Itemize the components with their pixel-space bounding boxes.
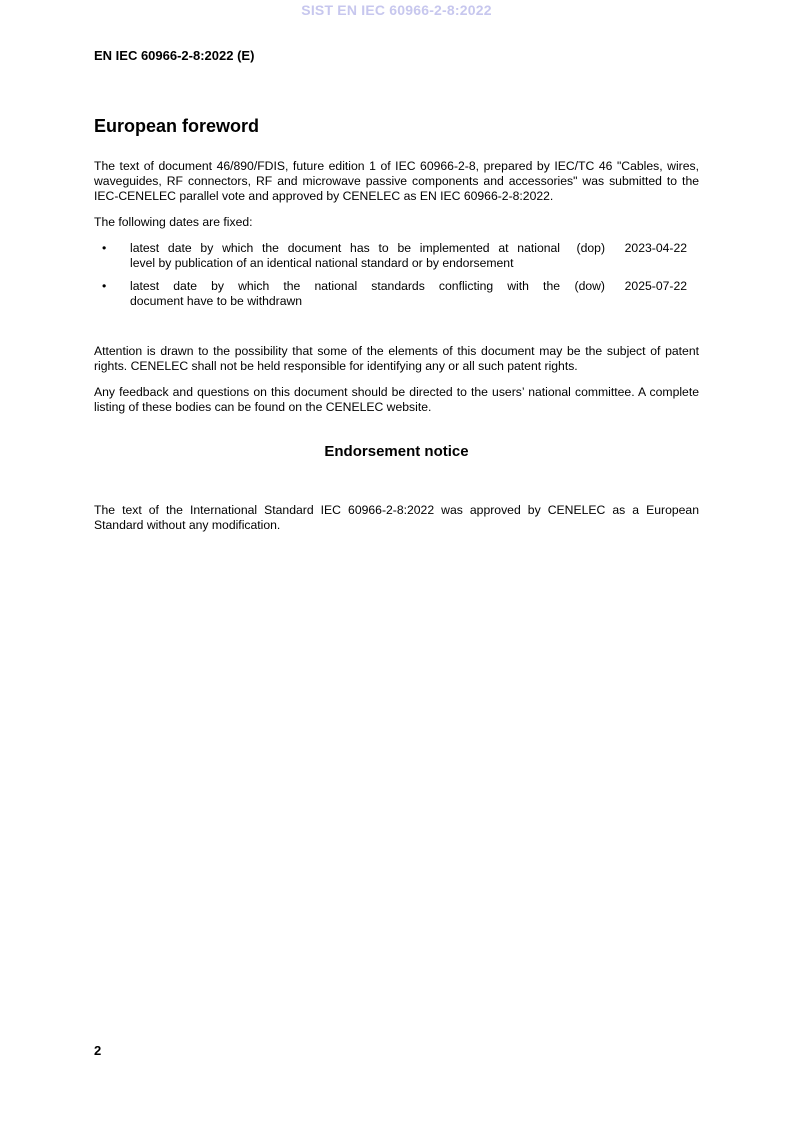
date-description-line: document have to be withdrawn [130, 294, 303, 308]
spacer [94, 317, 699, 344]
attention-paragraph: Attention is drawn to the possibility that some of the elements of this document may be the subject of patent rights. CENELEC shall not be held responsible for identifying any or all such patent rights. [94, 344, 699, 373]
document-identifier: EN IEC 60966-2-8:2022 (E) [94, 48, 255, 63]
date-description-line: latest date by which the national standards conflicting with the [130, 279, 560, 293]
endorsement-title: Endorsement notice [324, 443, 469, 460]
bullet-icon: • [102, 279, 107, 293]
bullet-icon: • [102, 241, 107, 255]
page-number: 2 [94, 1043, 102, 1058]
foreword-title: European foreword [94, 116, 260, 136]
date-code: (dow) [574, 279, 605, 293]
dates-list [94, 241, 699, 309]
date-description [130, 279, 560, 309]
page-content [94, 115, 699, 544]
date-description-line: latest date by which the document has to be implemented at national [130, 241, 560, 255]
date-code: (dop) [576, 241, 605, 255]
dates-intro: The following dates are fixed: [94, 215, 253, 229]
feedback-paragraph: Any feedback and questions on this document should be directed to the users’ national committee. A complete listing of these bodies can be found on the CENELEC website. [94, 385, 699, 414]
foreword-paragraph: The text of document 46/890/FDIS, future edition 1 of IEC 60966-2-8, prepared by IEC/TC 46 "Cables, wires, waveguides, RF connectors, RF and microwave passive components and accessories" was submitted to the IEC-CENELEC parallel vote and approved by CENELEC as EN IEC 60966-2-8:2022. [94, 159, 699, 203]
date-item-dop [94, 241, 699, 271]
date-value: 2023-04-22 [624, 241, 687, 255]
date-value: 2025-07-22 [624, 279, 687, 293]
date-item-dow [94, 279, 699, 309]
date-description-line: level by publication of an identical national standard or by endorsement [130, 256, 514, 270]
watermark-text: SIST EN IEC 60966-2-8:2022 [301, 2, 492, 18]
endorsement-paragraph: The text of the International Standard IEC 60966-2-8:2022 was approved by CENELEC as a European Standard without any modification. [94, 503, 699, 532]
date-description [130, 241, 560, 271]
